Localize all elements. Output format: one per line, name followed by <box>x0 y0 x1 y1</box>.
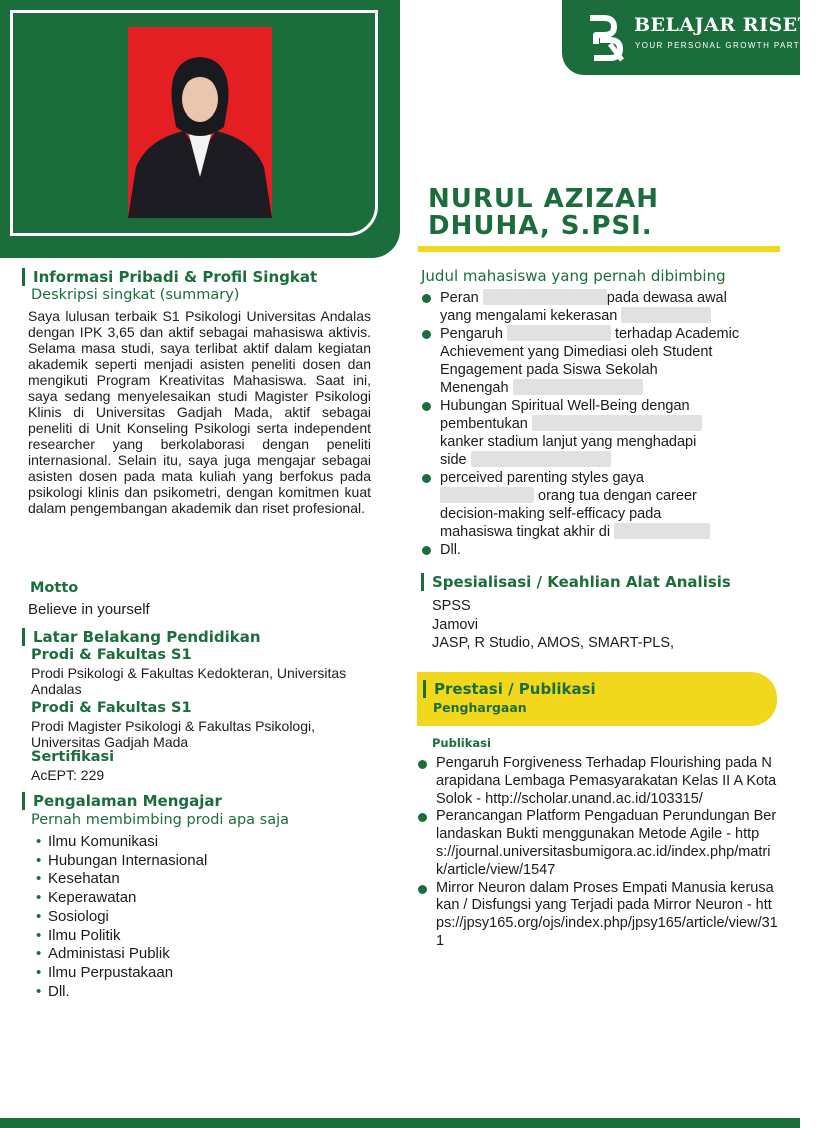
list-item: • Ilmu Politik <box>36 927 207 946</box>
list-item: • Sosiologi <box>36 908 207 927</box>
list-item: • Kesehatan <box>36 870 207 889</box>
awards-label: Penghargaan <box>433 700 527 715</box>
motto-text: Believe in yourself <box>28 601 150 618</box>
name-line-1: NURUL AZIZAH <box>428 184 660 214</box>
supervised-title: Judul mahasiswa yang pernah dibimbing <box>421 267 726 285</box>
brand-name: BELAJAR RISET <box>634 14 813 36</box>
section-title-info: Informasi Pribadi & Profil Singkat <box>22 268 317 286</box>
teaching-list <box>36 833 207 1001</box>
list-item: • Administasi Publik <box>36 945 207 964</box>
publications-list <box>416 755 778 951</box>
person-silhouette-icon <box>128 27 272 218</box>
list-item: Jamovi <box>432 616 478 633</box>
br-logo-icon <box>586 14 626 62</box>
motto-label: Motto <box>30 580 79 596</box>
list-item: Perancangan Platform Pengaduan Perundungan Berlandaskan Bukti menggunakan Metode Agile - https://journal.universitasbumigora.ac.id/index.php/matrik/article/view/1547 <box>416 808 778 879</box>
list-item: Hubungan Spiritual Well-Being dengan pembentukan kanker stadium lanjut yang menghadapi side <box>420 397 780 469</box>
summary-text: Saya lulusan terbaik S1 Psikologi Universitas Andalas dengan IPK 3,65 dan aktif sebagai mahasiswa aktivis. Selama masa studi, saya terlibat aktif dalam kegiatan akademik seperti menjadi asisten peneliti dosen dan mengikuti Program Kreativitas Mahasiswa. Saat ini, saya sedang menyelesaikan studi Magister Psikologi Klinis di Universitas Gadjah Mada, aktif sebagai peneliti di Unit Konseling Psikologi serta independent researcher yang berkolaborasi dengan peneliti internasional. Selain itu, saya juga mengajar sebagai asisten dosen pada mata kuliah yang berfokus pada psikologi klinis dan psikometri, dengan komitmen kuat dalam pengembangan akademik dan riset profesional. <box>28 308 371 516</box>
list-item: JASP, R Studio, AMOS, SMART-PLS, <box>432 635 675 651</box>
list-item: Dll. <box>420 541 780 559</box>
list-item: • Hubungan Internasional <box>36 852 207 871</box>
profile-photo <box>128 27 272 218</box>
skills-list <box>432 597 674 653</box>
list-item: Pengaruh Forgiveness Terhadap Flourishing pada Narapidana Lembaga Pemasyarakatan Kelas II A Kota Solok - http://scholar.unand.ac.id/103315/ <box>416 755 778 808</box>
list-item: perceived parenting styles gaya orang tua dengan career decision-making self-efficacy pada mahasiswa tingkat akhir di <box>420 469 780 541</box>
publications-label: Publikasi <box>432 736 491 750</box>
education-label-1: Prodi & Fakultas S1 <box>31 647 192 663</box>
list-item: • Keperawatan <box>36 889 207 908</box>
summary-label: Deskripsi singkat (summary) <box>31 287 240 303</box>
education-value-2: Prodi Magister Psikologi & Fakultas Psikologi, Universitas Gadjah Mada <box>31 718 316 750</box>
name-line-2: DHUHA, S.PSI. <box>428 211 653 241</box>
teaching-subtitle: Pernah membimbing prodi apa saja <box>31 812 289 828</box>
list-item: • Ilmu Komunikasi <box>36 833 207 852</box>
list-item: • Dll. <box>36 983 207 1002</box>
list-item: Peran pada dewasa awal yang mengalami kekerasan <box>420 289 780 325</box>
list-item: Mirror Neuron dalam Proses Empati Manusia kerusakan / Disfungsi yang Terjadi pada Mirror Neuron - https://jpsy165.org/ojs/index.php/jpsy165/article/view/311 <box>416 880 778 951</box>
education-label-2: Prodi & Fakultas S1 <box>31 700 192 716</box>
education-value-1: Prodi Psikologi & Fakultas Kedokteran, Universitas Andalas <box>31 665 347 697</box>
name-underline <box>418 246 780 252</box>
certification-label: Sertifikasi <box>31 749 115 765</box>
footer-bar <box>0 1118 800 1128</box>
list-item: • Ilmu Perpustakaan <box>36 964 207 983</box>
supervised-list <box>420 289 780 559</box>
brand-tagline: YOUR PERSONAL GROWTH PARTNER <box>635 41 821 50</box>
profile-name <box>428 186 659 240</box>
section-title-achievements: Prestasi / Publikasi <box>423 680 596 698</box>
list-item: Pengaruh terhadap Academic Achievement yang Dimediasi oleh Student Engagement pada Siswa Sekolah Menengah <box>420 325 780 397</box>
certification-value: AcEPT: 229 <box>31 767 105 783</box>
brand-logo <box>562 0 821 75</box>
section-title-teaching: Pengalaman Mengajar <box>22 792 222 810</box>
section-title-skills: Spesialisasi / Keahlian Alat Analisis <box>421 573 731 591</box>
header-panel <box>0 0 400 258</box>
section-title-education: Latar Belakang Pendidikan <box>22 628 261 646</box>
list-item: SPSS <box>432 598 471 614</box>
